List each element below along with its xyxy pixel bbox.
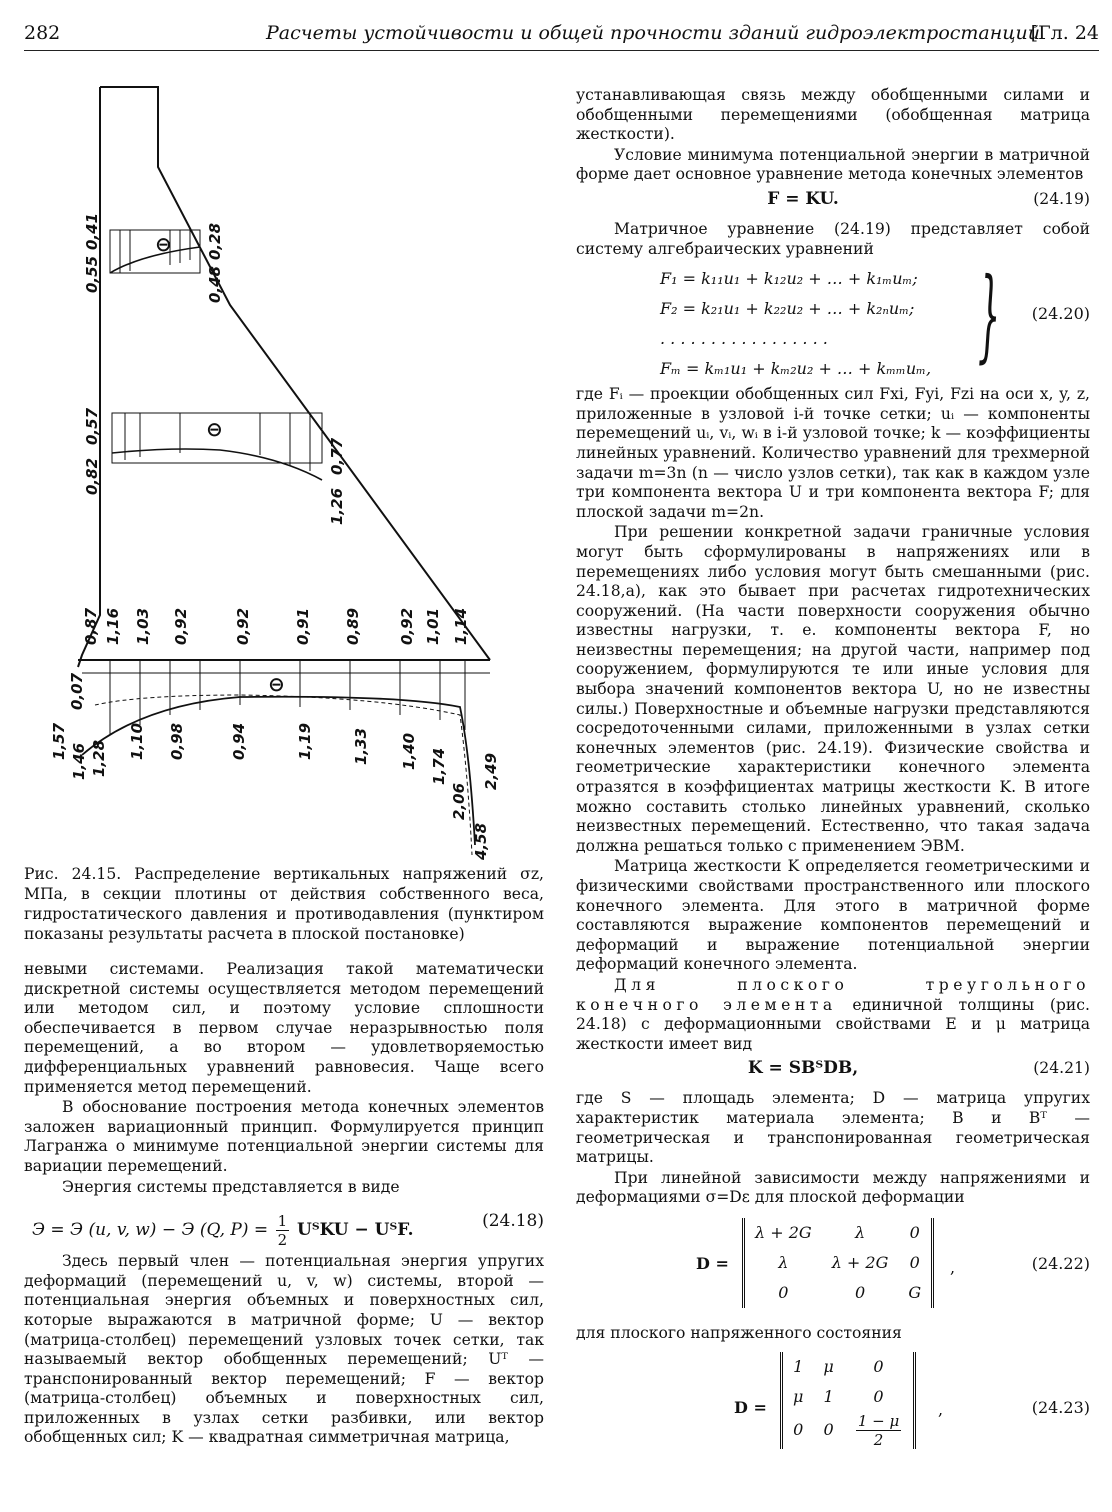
caption-text: Рис. 24.15. Распределение вертикальных напряжений σz, МПа, в секции плотины от действия собственного веса, гидростатического давления и противодавления (пунктиром показаны результаты расчета в плоской постановке) [24, 865, 544, 943]
figure-caption [24, 864, 544, 944]
matrix-cell: 0 [793, 1420, 804, 1440]
zone-sign-base: ⊖ [268, 672, 285, 696]
paragraph: Матричное уравнение (24.19) представляет собой систему алгебраических уравнений [576, 219, 1090, 258]
base-top-label: 0,91 [294, 607, 312, 645]
fraction [276, 1212, 290, 1249]
right-brace: } [978, 256, 1001, 374]
label-middle-l1: 0,57 [83, 407, 101, 445]
dam-stress-figure [20, 55, 560, 865]
matrix-cell: μ [823, 1356, 834, 1376]
base-bottom-label: 1,28 [90, 739, 108, 777]
equation-system-24-20 [576, 256, 1090, 385]
base-top-label: 0,92 [172, 607, 190, 645]
system-line: F₁ = k₁₁u₁ + k₁₂u₂ + … + k₁ₘuₘ; [660, 269, 918, 289]
matrix-cell: 0 [823, 1420, 834, 1440]
matrix-cell: λ [778, 1253, 789, 1273]
matrix-cell [844, 1412, 913, 1449]
matrix-cell: 1 [793, 1356, 804, 1376]
left-column [24, 960, 544, 1449]
denominator: 2 [873, 1430, 884, 1449]
running-title: Расчеты устойчивости и общей прочности зданий гидроэлектростанций [266, 22, 1041, 44]
base-top-label: 1,16 [104, 607, 122, 645]
matrix-cell: G [908, 1283, 922, 1303]
paragraph: где Fᵢ — проекции обобщенных сил Fxi, Fyi, Fzi на оси x, y, z, приложенные в узловой i-й точке сетки; uᵢ — компоненты перемещений uᵢ, vᵢ, wᵢ в i-й узловой точке; k — коэффициенты линейных уравнений. Количество уравнений для трехмерной задачи m=3n (n — число узлов сетки), так как в каждом узле три компонента вектора U и три компонента вектора F; для плоской задачи m=2n. [576, 385, 1090, 521]
paragraph: невыми системами. Реализация такой математически дискретной системы осуществляется методом перемещений или методом сил, и поэтому условие сплошности обеспечивается в первом случае неразрывностью поля перемещений, а во втором — удовлетворяемостью дифференциальных уравнений равновесия. Чаще всего применяется метод перемещений. [24, 960, 544, 1096]
label-upper-r2: 0,48 [206, 265, 224, 303]
equation-number: (24.21) [1033, 1059, 1090, 1078]
base-bottom-label: 1,46 [70, 742, 88, 780]
label-upper-l2: 0,55 [83, 255, 101, 293]
equation-number: (24.22) [1031, 1253, 1090, 1273]
base-top-label: 0,89 [344, 607, 362, 645]
label-upper-r1: 0,28 [206, 222, 224, 260]
matrix-cell: 0 [909, 1253, 920, 1273]
base-top-label: 1,03 [134, 607, 152, 645]
eq-lhs: Э = Э (u, v, w) − Э (Q, P) = [32, 1220, 274, 1241]
eq-rhs: UᵀKU − UᵀF. [291, 1220, 414, 1241]
comma: , [950, 1257, 956, 1277]
matrix-cell: 0 [909, 1223, 920, 1243]
comma: , [938, 1399, 944, 1419]
equation-24-21 [576, 1055, 1090, 1089]
base-bottom-label: 2,06 [450, 782, 468, 820]
paragraph [576, 976, 1090, 1054]
matrix-cell: 0 [778, 1283, 789, 1303]
paragraph: Энергия системы представляется в виде [62, 1177, 400, 1196]
equation-number: (24.19) [1033, 189, 1090, 208]
paragraph: При решении конкретной задачи граничные условия могут быть сформулированы в напряжениях или в перемещениях либо условия могут быть смешанными (рис. 24.18,а), как это бывает при расчетах гидротехнических сооружений. (На части поверхности сооружения обычно известны нагрузки, т. е. компоненты вектора F, но неизвестны перемещения; на другой части, например под сооружением, формулируются те или иные условия для выбора значений компонентов вектора U, но не известны силы.) Поверхностные и объемные нагрузки представляются сосредоточенными силами, приложенными в узлах сетки конечных элементов (рис. 24.19). Физические свойства и геометрические характеристики конечного элемента отразятся в коэффициентах матрицы жесткости K. В итоге можно составить столько линейных уравнений, сколько неизвестных перемещений. Естественно, что такая задача должна решаться только с применением ЭВМ. [576, 523, 1090, 855]
base-bottom-label: 1,74 [430, 747, 448, 785]
matrix-cell: μ [793, 1386, 804, 1406]
base-top-label: 1,01 [424, 607, 442, 645]
right-column [576, 86, 1090, 1468]
fraction [856, 1412, 901, 1449]
denominator: 2 [277, 1231, 288, 1250]
matrix-cell: λ + 2G [831, 1253, 889, 1273]
zone-sign-middle: ⊖ [206, 417, 223, 441]
base-bottom-label: 0,98 [168, 722, 186, 760]
base-bottom-label: 2,49 [482, 752, 500, 790]
matrix-d-plane-stress [780, 1352, 916, 1449]
paragraph: устанавливающая связь между обобщенными силами и обобщенными перемещениями (обобщенная матрица жесткости). [576, 86, 1090, 144]
dam-outline [78, 87, 490, 667]
base-bottom-label: 0,94 [230, 722, 248, 760]
base-bottom-label: 1,10 [128, 722, 146, 760]
equation-24-22 [576, 1214, 1090, 1324]
equation-number: (24.20) [1031, 304, 1090, 324]
equation-24-23 [576, 1348, 1090, 1468]
system-line: F₂ = k₂₁u₁ + k₂₂u₂ + … + k₂ₙuₘ; [660, 299, 915, 319]
system-line: . . . . . . . . . . . . . . . . . [660, 329, 828, 349]
matrix-label: D = [734, 1397, 767, 1417]
equation-24-19 [576, 186, 1090, 220]
base-bottom-label: 1,57 [50, 722, 68, 760]
matrix-cell: 1 [823, 1386, 834, 1406]
base-bottom-label: 4,58 [472, 822, 490, 860]
base-top-labels [82, 607, 470, 645]
base-bottom-label: 1,40 [400, 732, 418, 770]
matrix-cell: 0 [854, 1283, 866, 1303]
numerator: 1 [277, 1212, 288, 1231]
matrix-cell: 0 [873, 1386, 884, 1406]
base-top-label: 0,92 [234, 607, 252, 645]
page-header [24, 22, 1099, 52]
label-upper-l1: 0,41 [83, 212, 101, 250]
base-top-label: 1,14 [452, 607, 470, 645]
matrix-label: D = [696, 1253, 729, 1273]
equation-body: F = KU. [767, 188, 839, 209]
base-bottom-label: 1,19 [296, 722, 314, 760]
paragraph: Матрица жесткости K определяется геометрическими и физическими свойствами пространственного или плоского конечного элемента. Для этого в матричной форме составляются выражение компонентов перемещений и деформаций и выражение потенциальной энергии деформаций конечного элемента. [576, 857, 1090, 974]
paragraph: Здесь первый член — потенциальная энергия упругих деформаций (перемещений u, v, w) системы, второй — потенциальная энергия объемных и поверхностных сил, которые выражаются в матричной форме; U — вектор (матрица-столбец) перемещений узловых точек сетки, так называемый вектор обобщенных перемещений; Uᵀ — транспонированный вектор перемещений; F — вектор (матрица-столбец) объемных и поверхностных сил, приложенных в узлах сетки разбивки, или вектор обобщенных сил; K — квадратная симметричная матрица, [24, 1252, 544, 1447]
spaced-text: Для плоского треугольного конечного элемента [576, 975, 1090, 1014]
equation-number: (24.18) [482, 1211, 544, 1232]
system-line: Fₘ = kₘ₁u₁ + kₘ₂u₂ + … + kₘₘuₘ, [660, 359, 932, 379]
page-number: 282 [24, 22, 61, 44]
paragraph-rest: единичной толщины (рис. 24.18) с деформационными свойствами E и μ матрица жесткости имеет вид [576, 995, 1091, 1053]
paragraph: где S — площадь элемента; D — матрица упругих характеристик материала элемента; B и Bᵀ — геометрическая и транспонированная геометрическая матрицы. [576, 1089, 1090, 1167]
base-bottom-label: 1,33 [352, 727, 370, 765]
base-bottom-label: 0,07 [68, 672, 86, 710]
label-middle-l2: 0,82 [83, 457, 101, 495]
matrix-d-plane-strain [742, 1218, 934, 1308]
equation-body [32, 1212, 414, 1249]
paragraph: Условие минимума потенциальной энергии в матричной форме дает основное уравнение метода конечных элементов [576, 145, 1090, 184]
equation-24-18 [24, 1198, 544, 1252]
equation-number: (24.23) [1031, 1397, 1090, 1417]
paragraph: В обоснование построения метода конечных элементов заложен вариационный принцип. Формулируется принцип Лагранжа о минимуме потенциальной энергии системы для вариации перемещений. [24, 1098, 544, 1175]
label-middle-r1: 0,77 [328, 437, 346, 475]
label-middle-r2: 1,26 [328, 487, 346, 525]
paragraph: При линейной зависимости между напряжениями и деформациями σ=Dε для плоской деформации [576, 1168, 1090, 1207]
matrix-cell: λ [854, 1223, 866, 1243]
matrix-cell: 0 [873, 1356, 884, 1376]
paragraph: для плоского напряженного состояния [576, 1323, 902, 1342]
matrix-cell: λ + 2G [755, 1223, 812, 1243]
chapter-label: [Гл. 24 [1030, 22, 1099, 44]
numerator: 1 − μ [857, 1411, 900, 1430]
equation-body: K = SBᵀDB, [747, 1058, 859, 1079]
base-top-label: 0,92 [398, 607, 416, 645]
base-top-label: 0,87 [82, 607, 100, 645]
zone-sign-upper: ⊖ [155, 232, 172, 256]
header-rule [24, 50, 1099, 51]
